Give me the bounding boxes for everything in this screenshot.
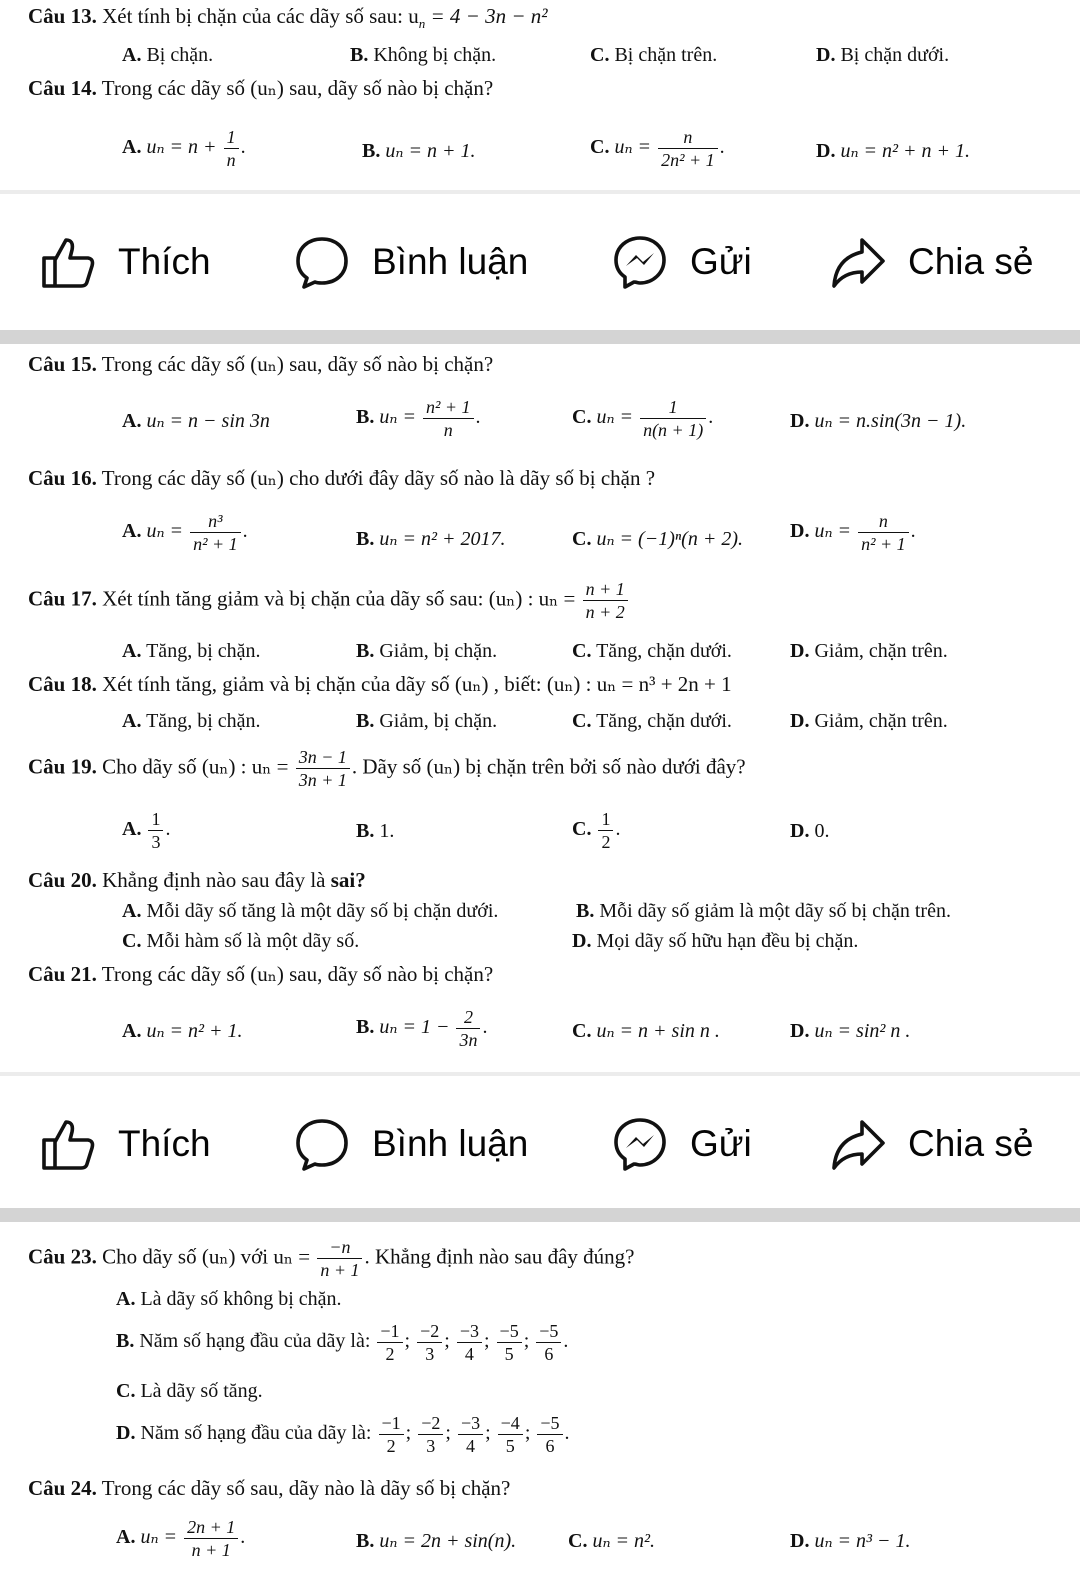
option-a: A. uₙ = n + $\frac{1}{n}$ . <box>122 127 246 170</box>
question-stem: Câu 17. Xét tính tăng giảm và bị chặn của dãy số sau: (uₙ) : uₙ = $\frac{n + 1}{n + 2}$ <box>28 578 630 623</box>
fraction: $\frac{1}{n(n + 1)}$ <box>640 396 706 441</box>
fraction: $\frac{1}{n}$ <box>224 126 239 171</box>
option-d: D. Giảm, chặn trên. <box>790 640 948 662</box>
option-b: B. Giảm, bị chặn. <box>356 710 498 732</box>
fraction: $\frac{-n}{n + 1}$ <box>317 1236 362 1281</box>
question-stem: Câu 16. Trong các dãy số (uₙ) cho dưới đây dãy số nào là dãy số bị chặn ? <box>28 466 656 490</box>
send-button[interactable]: Gửi <box>612 1116 752 1172</box>
messenger-icon <box>612 1116 668 1172</box>
option-a: A. Là dãy số không bị chặn. <box>116 1288 342 1310</box>
facebook-action-bar <box>0 1076 1080 1212</box>
option-b: B. uₙ = $\frac{\text{n² + 1}}{n}$ . <box>356 397 481 440</box>
option-c: C. uₙ = $\frac{n}{\text{2n² + 1}}$ . <box>590 127 725 170</box>
fraction: $\frac{3n - 1}{3n + 1}$ <box>296 746 350 791</box>
thumbs-up-icon <box>40 1116 96 1172</box>
option-b: B. Năm số hạng đầu của dãy là: $\frac{-1}{2}$ ; $\frac{-2}{3}$ ; $\frac{-3}{4}$ ; $\frac{-5}{5}$ ; $\frac{-5}{6}$ . <box>116 1321 569 1364</box>
option-c: C. Tăng, chặn dưới. <box>572 710 732 732</box>
option-c: C. uₙ = n + sin n . <box>572 1020 720 1042</box>
comment-button[interactable]: Bình luận <box>294 234 528 290</box>
share-icon <box>830 1116 886 1172</box>
facebook-action-bar <box>0 194 1080 330</box>
option-c: C. Bị chặn trên. <box>590 44 718 66</box>
share-button[interactable]: Chia sẻ <box>830 1116 1033 1172</box>
comment-icon <box>294 1116 350 1172</box>
question-stem: Câu 20. Khẳng định nào sau đây là sai? <box>28 868 366 892</box>
question-stem: Câu 24. Trong các dãy số sau, dãy nào là dãy số bị chặn? <box>28 1476 511 1500</box>
option-a: A. Bị chặn. <box>122 44 214 66</box>
option-b: B. 1. <box>356 820 395 842</box>
comment-button[interactable]: Bình luận <box>294 1116 528 1172</box>
fraction: $\frac{n + 1}{n + 2}$ <box>583 578 628 623</box>
option-d: D. uₙ = n.sin(3n − 1). <box>790 410 967 432</box>
option-d: D. uₙ = sin² n . <box>790 1020 911 1042</box>
fraction: $\frac{\text{n² + 1}}{n}$ <box>423 396 474 441</box>
fraction: $\frac{-1}{2}$ <box>377 1320 402 1365</box>
question-stem: Câu 18. Xét tính tăng, giảm và bị chặn của dãy số (uₙ) , biết: (uₙ) : uₙ = n³ + 2n + 1 <box>28 672 732 696</box>
option-c: C. uₙ = $\frac{1}{n(n + 1)}$ . <box>572 397 714 440</box>
option-b: B. uₙ = 1 − $\frac{2}{3n}$ . <box>356 1007 488 1050</box>
option-d: D. Năm số hạng đầu của dãy là: $\frac{-1}{2}$ ; $\frac{-2}{3}$ ; $\frac{-3}{4}$ ; $\frac{-4}{5}$ ; $\frac{-5}{6}$ . <box>116 1413 570 1456</box>
option-d: D. Mọi dãy số hữu hạn đều bị chặn. <box>572 930 859 952</box>
question-stem: Câu 15. Trong các dãy số (uₙ) sau, dãy số nào bị chặn? <box>28 352 494 376</box>
option-d: D. uₙ = n² + n + 1. <box>816 140 971 162</box>
option-c: C. uₙ = n². <box>568 1530 656 1552</box>
fraction: $\frac{1}{3}$ <box>148 808 163 853</box>
option-d: D. Bị chặn dưới. <box>816 44 950 66</box>
option-a: A. uₙ = n² + 1. <box>122 1020 243 1042</box>
fraction: $\frac{\text{n³}}{\text{n² + 1}}$ <box>190 510 241 555</box>
fraction: $\frac{2}{3n}$ <box>456 1006 480 1051</box>
option-a: A. Mỗi dãy số tăng là một dãy số bị chặn dưới. <box>122 900 499 922</box>
fraction: $\frac{-3}{4}$ <box>457 1320 482 1365</box>
fraction: $\frac{-5}{5}$ <box>497 1320 522 1365</box>
like-button[interactable]: Thích <box>40 1116 211 1172</box>
fraction: $\frac{-5}{6}$ <box>536 1320 561 1365</box>
fraction: $\frac{n}{\text{n² + 1}}$ <box>858 510 909 555</box>
divider <box>0 330 1080 344</box>
option-a: A. Tăng, bị chặn. <box>122 640 261 662</box>
divider <box>0 1208 1080 1222</box>
option-c: C. $\frac{1}{2}$ . <box>572 809 621 852</box>
send-button[interactable]: Gửi <box>612 234 752 290</box>
option-d: D. uₙ = n³ − 1. <box>790 1530 911 1552</box>
option-d: D. Giảm, chặn trên. <box>790 710 948 732</box>
fraction: $\frac{-2}{3}$ <box>417 1320 442 1365</box>
like-button[interactable]: Thích <box>40 234 211 290</box>
question-stem: Câu 21. Trong các dãy số (uₙ) sau, dãy số nào bị chặn? <box>28 962 494 986</box>
option-a: A. uₙ = $\frac{\text{n³}}{\text{n² + 1}}$ . <box>122 511 248 554</box>
messenger-icon <box>612 234 668 290</box>
option-b: B. uₙ = 2n + sin(n). <box>356 1530 517 1552</box>
fraction: $\frac{n}{\text{2n² + 1}}$ <box>658 126 718 171</box>
option-c: C. Tăng, chặn dưới. <box>572 640 732 662</box>
fraction: $\frac{1}{2}$ <box>598 808 613 853</box>
option-c: C. uₙ = (−1)ⁿ(n + 2). <box>572 528 743 550</box>
fraction: $\frac{-4}{5}$ <box>498 1412 523 1457</box>
option-b: B. uₙ = n + 1. <box>362 140 476 162</box>
option-c: C. Là dãy số tăng. <box>116 1380 263 1402</box>
fraction: $\frac{-5}{6}$ <box>537 1412 562 1457</box>
option-d: D. uₙ = $\frac{n}{\text{n² + 1}}$ . <box>790 511 916 554</box>
option-a: A. $\frac{1}{3}$ . <box>122 809 171 852</box>
share-button[interactable]: Chia sẻ <box>830 234 1033 290</box>
question-stem: Câu 19. Cho dãy số (uₙ) : uₙ = $\frac{3n - 1}{3n + 1}$ . Dãy số (uₙ) bị chặn trên bởi số nào dưới đây? <box>28 747 746 790</box>
fraction: $\frac{-3}{4}$ <box>458 1412 483 1457</box>
share-icon <box>830 234 886 290</box>
question-stem: Câu 14. Trong các dãy số (uₙ) sau, dãy số nào bị chặn? <box>28 76 494 100</box>
option-a: A. uₙ = n − sin 3n <box>122 410 270 432</box>
option-b: B. Giảm, bị chặn. <box>356 640 498 662</box>
question-stem: Câu 23. Cho dãy số (uₙ) với uₙ = $\frac{-n}{n + 1}$ . Khẳng định nào sau đây đúng? <box>28 1237 635 1280</box>
option-b: B. uₙ = n² + 2017. <box>356 528 506 550</box>
fraction: $\frac{2n + 1}{n + 1}$ <box>184 1516 238 1561</box>
comment-icon <box>294 234 350 290</box>
option-d: D. 0. <box>790 820 830 842</box>
option-c: C. Mỗi hàm số là một dãy số. <box>122 930 360 952</box>
thumbs-up-icon <box>40 234 96 290</box>
option-b: B. Mỗi dãy số giảm là một dãy số bị chặn trên. <box>576 900 951 922</box>
option-b: B. Không bị chặn. <box>350 44 497 66</box>
fraction: $\frac{-2}{3}$ <box>418 1412 443 1457</box>
option-a: A. uₙ = $\frac{2n + 1}{n + 1}$ . <box>116 1517 246 1560</box>
fraction: $\frac{-1}{2}$ <box>379 1412 404 1457</box>
question-stem: Câu 13. Xét tính bị chặn của các dãy số sau: $u_n = 4 - 3n - n^2$ <box>28 4 548 32</box>
option-a: A. Tăng, bị chặn. <box>122 710 261 732</box>
